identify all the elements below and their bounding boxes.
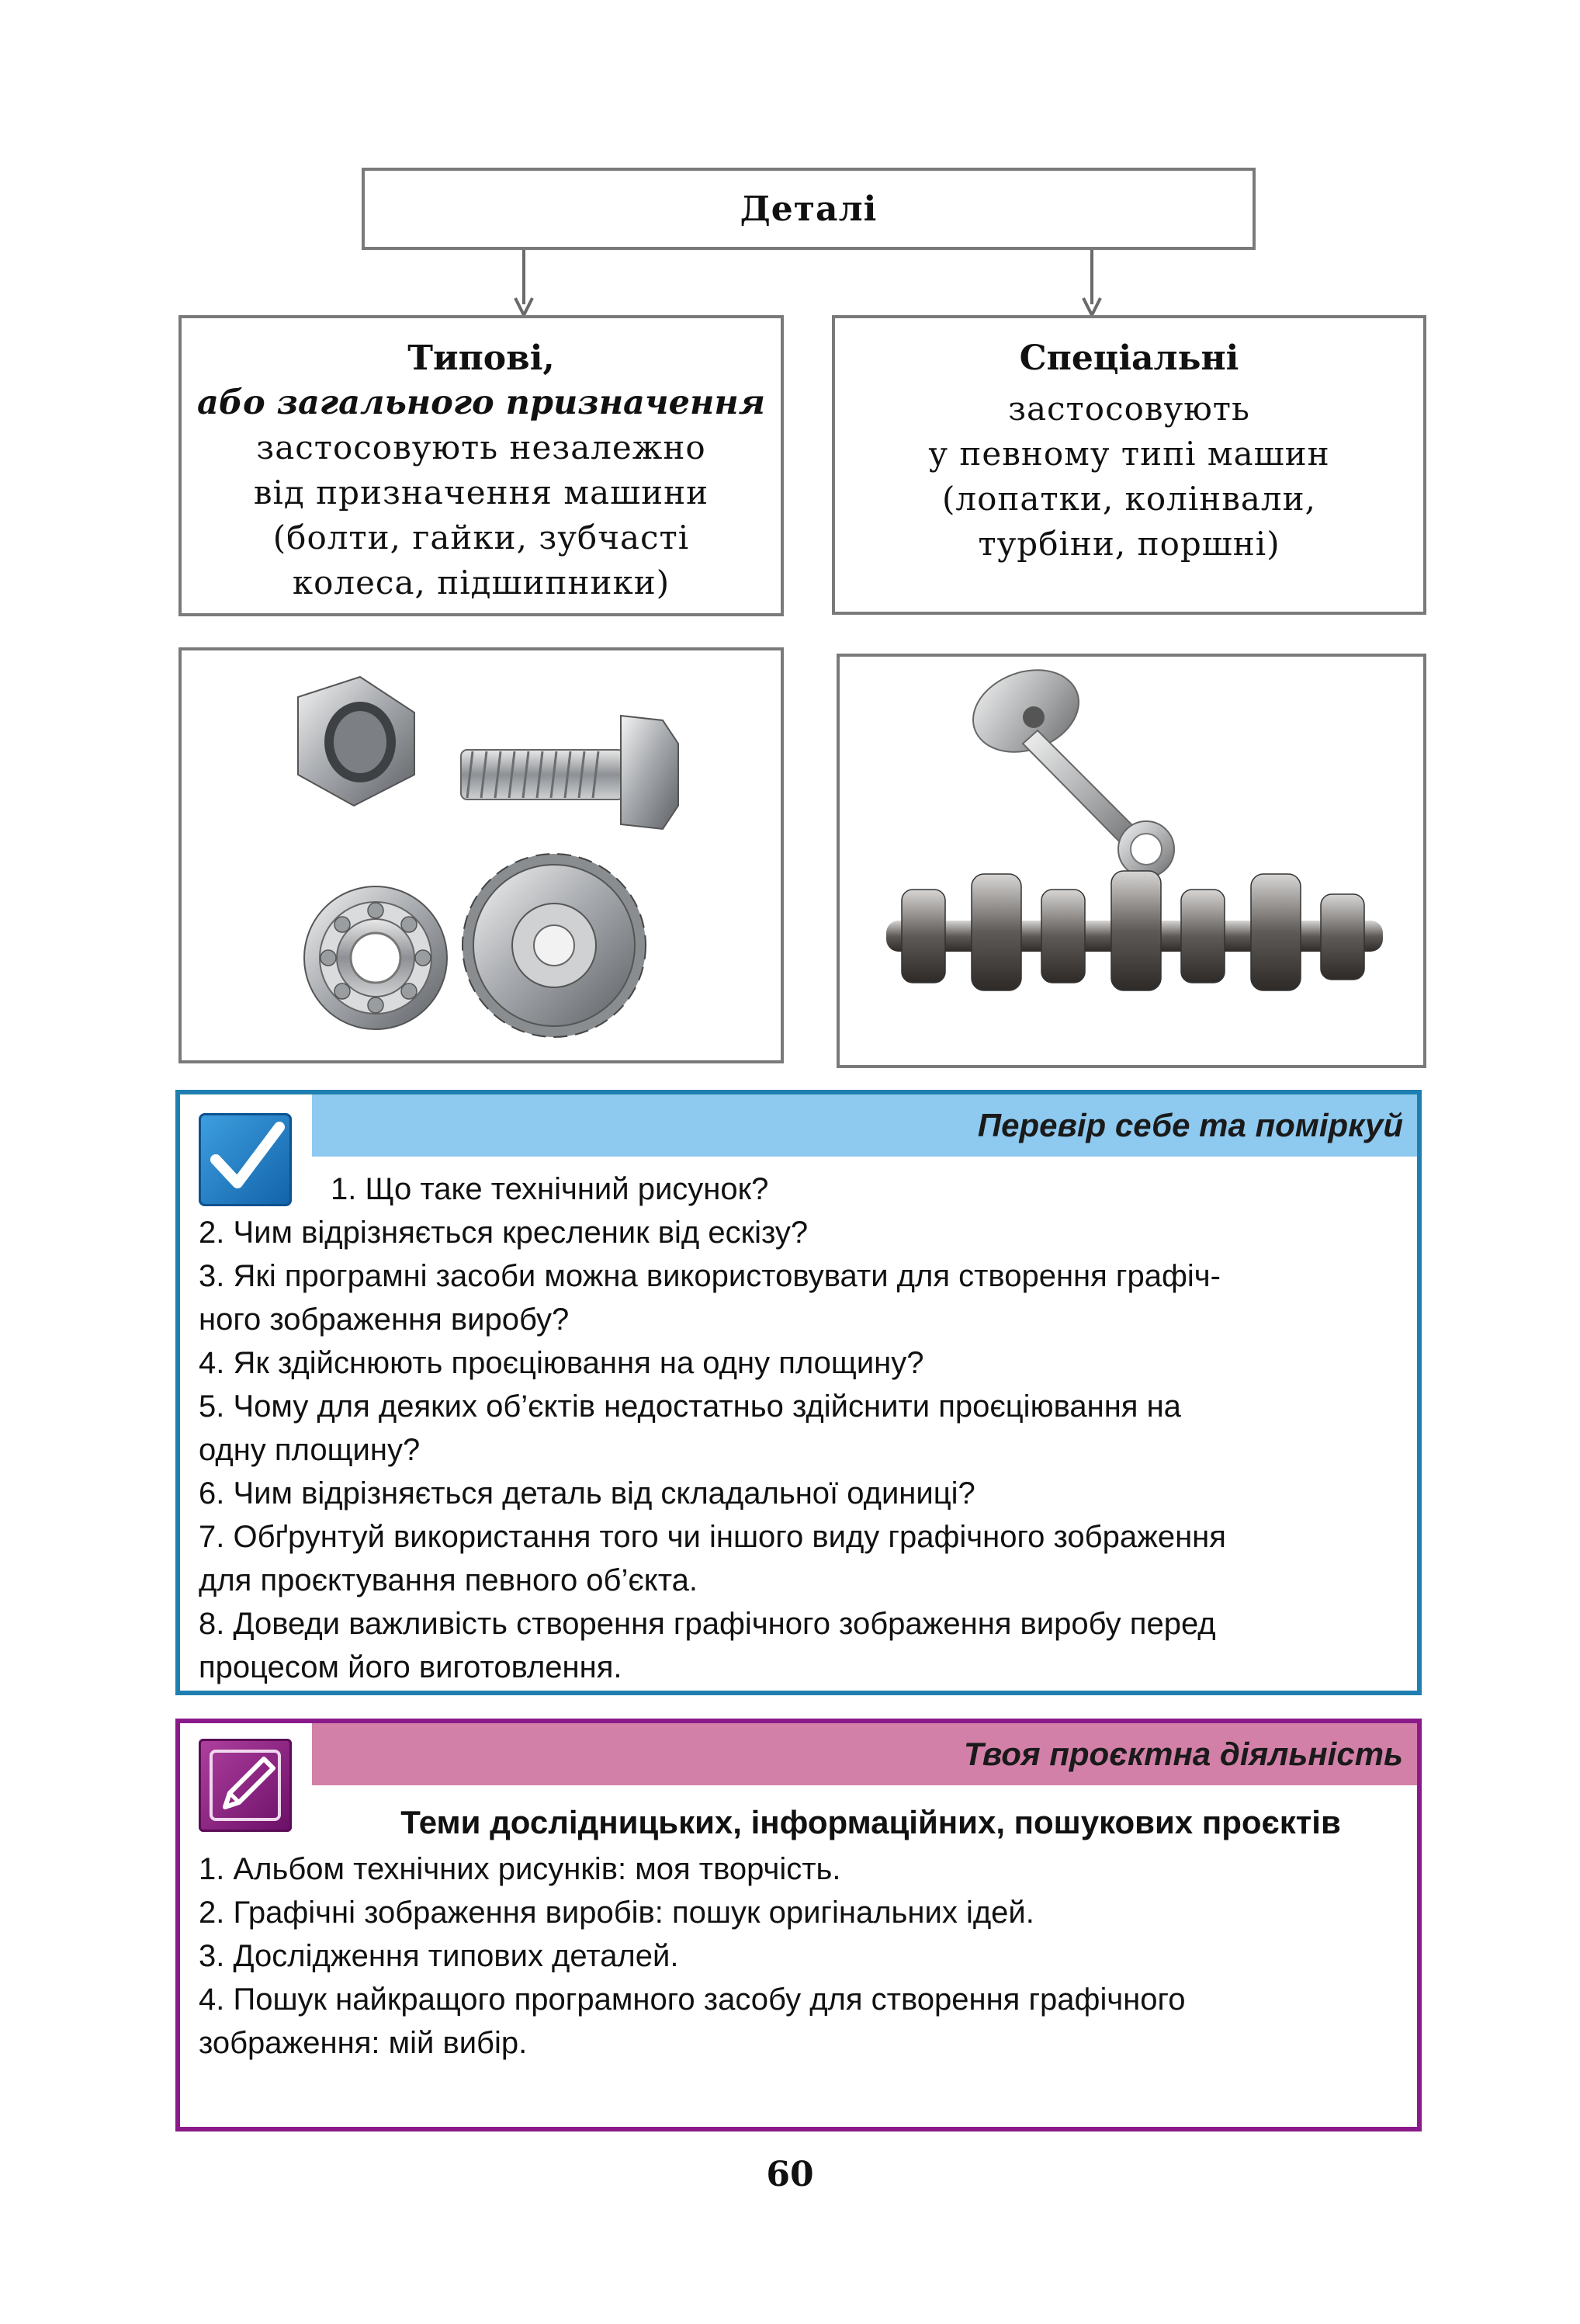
project-topic-line: зображення: мій вибір.	[199, 2026, 528, 2060]
question-line: 1. Що таке технічний рисунок?	[331, 1172, 769, 1206]
question-line: 7. Обґрунтуй використання того чи іншого виду графічного зображення	[199, 1520, 1226, 1554]
special-parts-box	[832, 315, 1426, 615]
question-line: 6. Чим відрізняється деталь від складальної одиниці?	[199, 1476, 975, 1511]
question-line: 4. Як здійснюють проєціювання на одну площину?	[199, 1346, 924, 1380]
typical-line: застосовують незалежно	[256, 428, 706, 467]
project-title: Твоя проєктна діяльність	[963, 1736, 1403, 1772]
project-panel	[175, 1719, 1422, 2131]
special-line: (лопатки, колінвали,	[942, 480, 1316, 518]
project-subtitle: Теми дослідницьких, інформаційних, пошукових проєктів	[400, 1804, 1341, 1840]
pencil-icon	[199, 1739, 292, 1832]
question-line: 5. Чому для деяких об’єктів недостатньо здійснити проєціювання на	[199, 1389, 1181, 1424]
project-header	[312, 1723, 1417, 1785]
arrow-left-icon	[512, 250, 535, 317]
special-parts-illustration	[840, 657, 1423, 1065]
typical-line: від призначення машини	[253, 473, 709, 512]
arrow-right-icon	[1080, 250, 1104, 317]
project-topic-line: 1. Альбом технічних рисунків: моя творчість.	[199, 1852, 841, 1886]
check-yourself-panel	[175, 1090, 1422, 1695]
project-topic-line: 3. Дослідження типових деталей.	[199, 1939, 679, 1973]
question-line: ного зображення виробу?	[199, 1302, 570, 1337]
special-line: турбіни, поршні)	[978, 525, 1280, 563]
piston-icon	[962, 657, 1174, 877]
question-line: процесом його виготовлення.	[199, 1650, 622, 1684]
question-line: для проєктування певного об’єкта.	[199, 1563, 698, 1597]
checkmark-icon	[199, 1113, 292, 1206]
page-number: 60	[766, 2155, 814, 2194]
typical-heading: Типові,	[407, 338, 555, 378]
question-line: 3. Які програмні засоби можна використовувати для створення графіч-	[199, 1259, 1221, 1293]
typical-line: колеса, підшипники)	[292, 564, 670, 602]
bolt-icon	[461, 716, 678, 829]
typical-parts-box	[178, 315, 784, 616]
question-line: 2. Чим відрізняється кресленик від ескізу?	[199, 1216, 809, 1250]
crankshaft-icon	[886, 871, 1383, 990]
typical-line: (болти, гайки, зубчасті	[272, 519, 690, 557]
typical-subheading: або загального призначення	[197, 383, 765, 422]
project-topic-line: 4. Пошук найкращого програмного засобу для створення графічного	[199, 1982, 1186, 2017]
check-yourself-header	[312, 1094, 1417, 1157]
special-line: у певному типі машин	[928, 435, 1330, 473]
special-parts-image	[837, 654, 1426, 1068]
typical-parts-image	[178, 647, 784, 1063]
check-yourself-title: Перевір себе та поміркуй	[977, 1107, 1403, 1143]
special-heading: Спеціальні	[1019, 338, 1239, 378]
project-topic-line: 2. Графічні зображення виробів: пошук оригінальних ідей.	[199, 1896, 1034, 1930]
diagram-title: Деталі	[740, 189, 878, 229]
question-line: одну площину?	[199, 1433, 421, 1467]
diagram-title-box	[362, 168, 1256, 250]
gear-icon	[463, 854, 646, 1037]
nut-icon	[298, 677, 414, 806]
bearing-icon	[304, 886, 447, 1029]
question-line: 8. Доведи важливість створення графічного зображення виробу перед	[199, 1607, 1216, 1641]
special-line: застосовують	[1008, 390, 1250, 428]
typical-parts-illustration	[182, 650, 781, 1060]
